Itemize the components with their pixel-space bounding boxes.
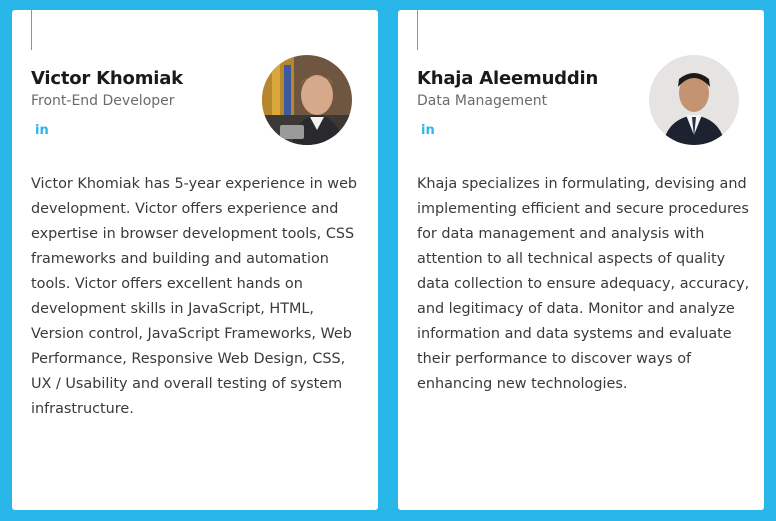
linkedin-icon[interactable]: in (35, 123, 49, 138)
team-card-khaja-aleemuddin (398, 10, 764, 510)
member-name: Victor Khomiak (31, 68, 183, 89)
avatar (649, 55, 739, 145)
card-accent-line (31, 10, 32, 50)
card-accent-line (417, 10, 418, 50)
member-name: Khaja Aleemuddin (417, 68, 599, 89)
member-role: Data Management (417, 93, 548, 109)
avatar (262, 55, 352, 145)
avatar-photo-khaja (649, 55, 739, 145)
team-card-victor-khomiak (12, 10, 378, 510)
member-bio: Victor Khomiak has 5-year experience in web development. Victor offers experience and expertise in browser development tools, CSS frameworks and building and automation tools. Victor offers excellent hands on development skills in JavaScript, HTML, Version control, JavaScript Frameworks, Web Performance, Responsive Web Design, CSS, UX / Usability and overall testing of system infrastructure. (31, 176, 358, 417)
member-bio: Khaja specializes in formulating, devising and implementing efficient and secure procedures for data management and analysis with attention to all technical aspects of quality data collection to ensure adequacy, accuracy, and legitimacy of data. Monitor and analyze information and data systems and evaluate their performance to discover ways of enhancing new technologies. (417, 176, 750, 392)
linkedin-icon[interactable]: in (421, 123, 435, 138)
avatar-photo-victor (262, 55, 352, 145)
member-role: Front-End Developer (31, 93, 175, 109)
